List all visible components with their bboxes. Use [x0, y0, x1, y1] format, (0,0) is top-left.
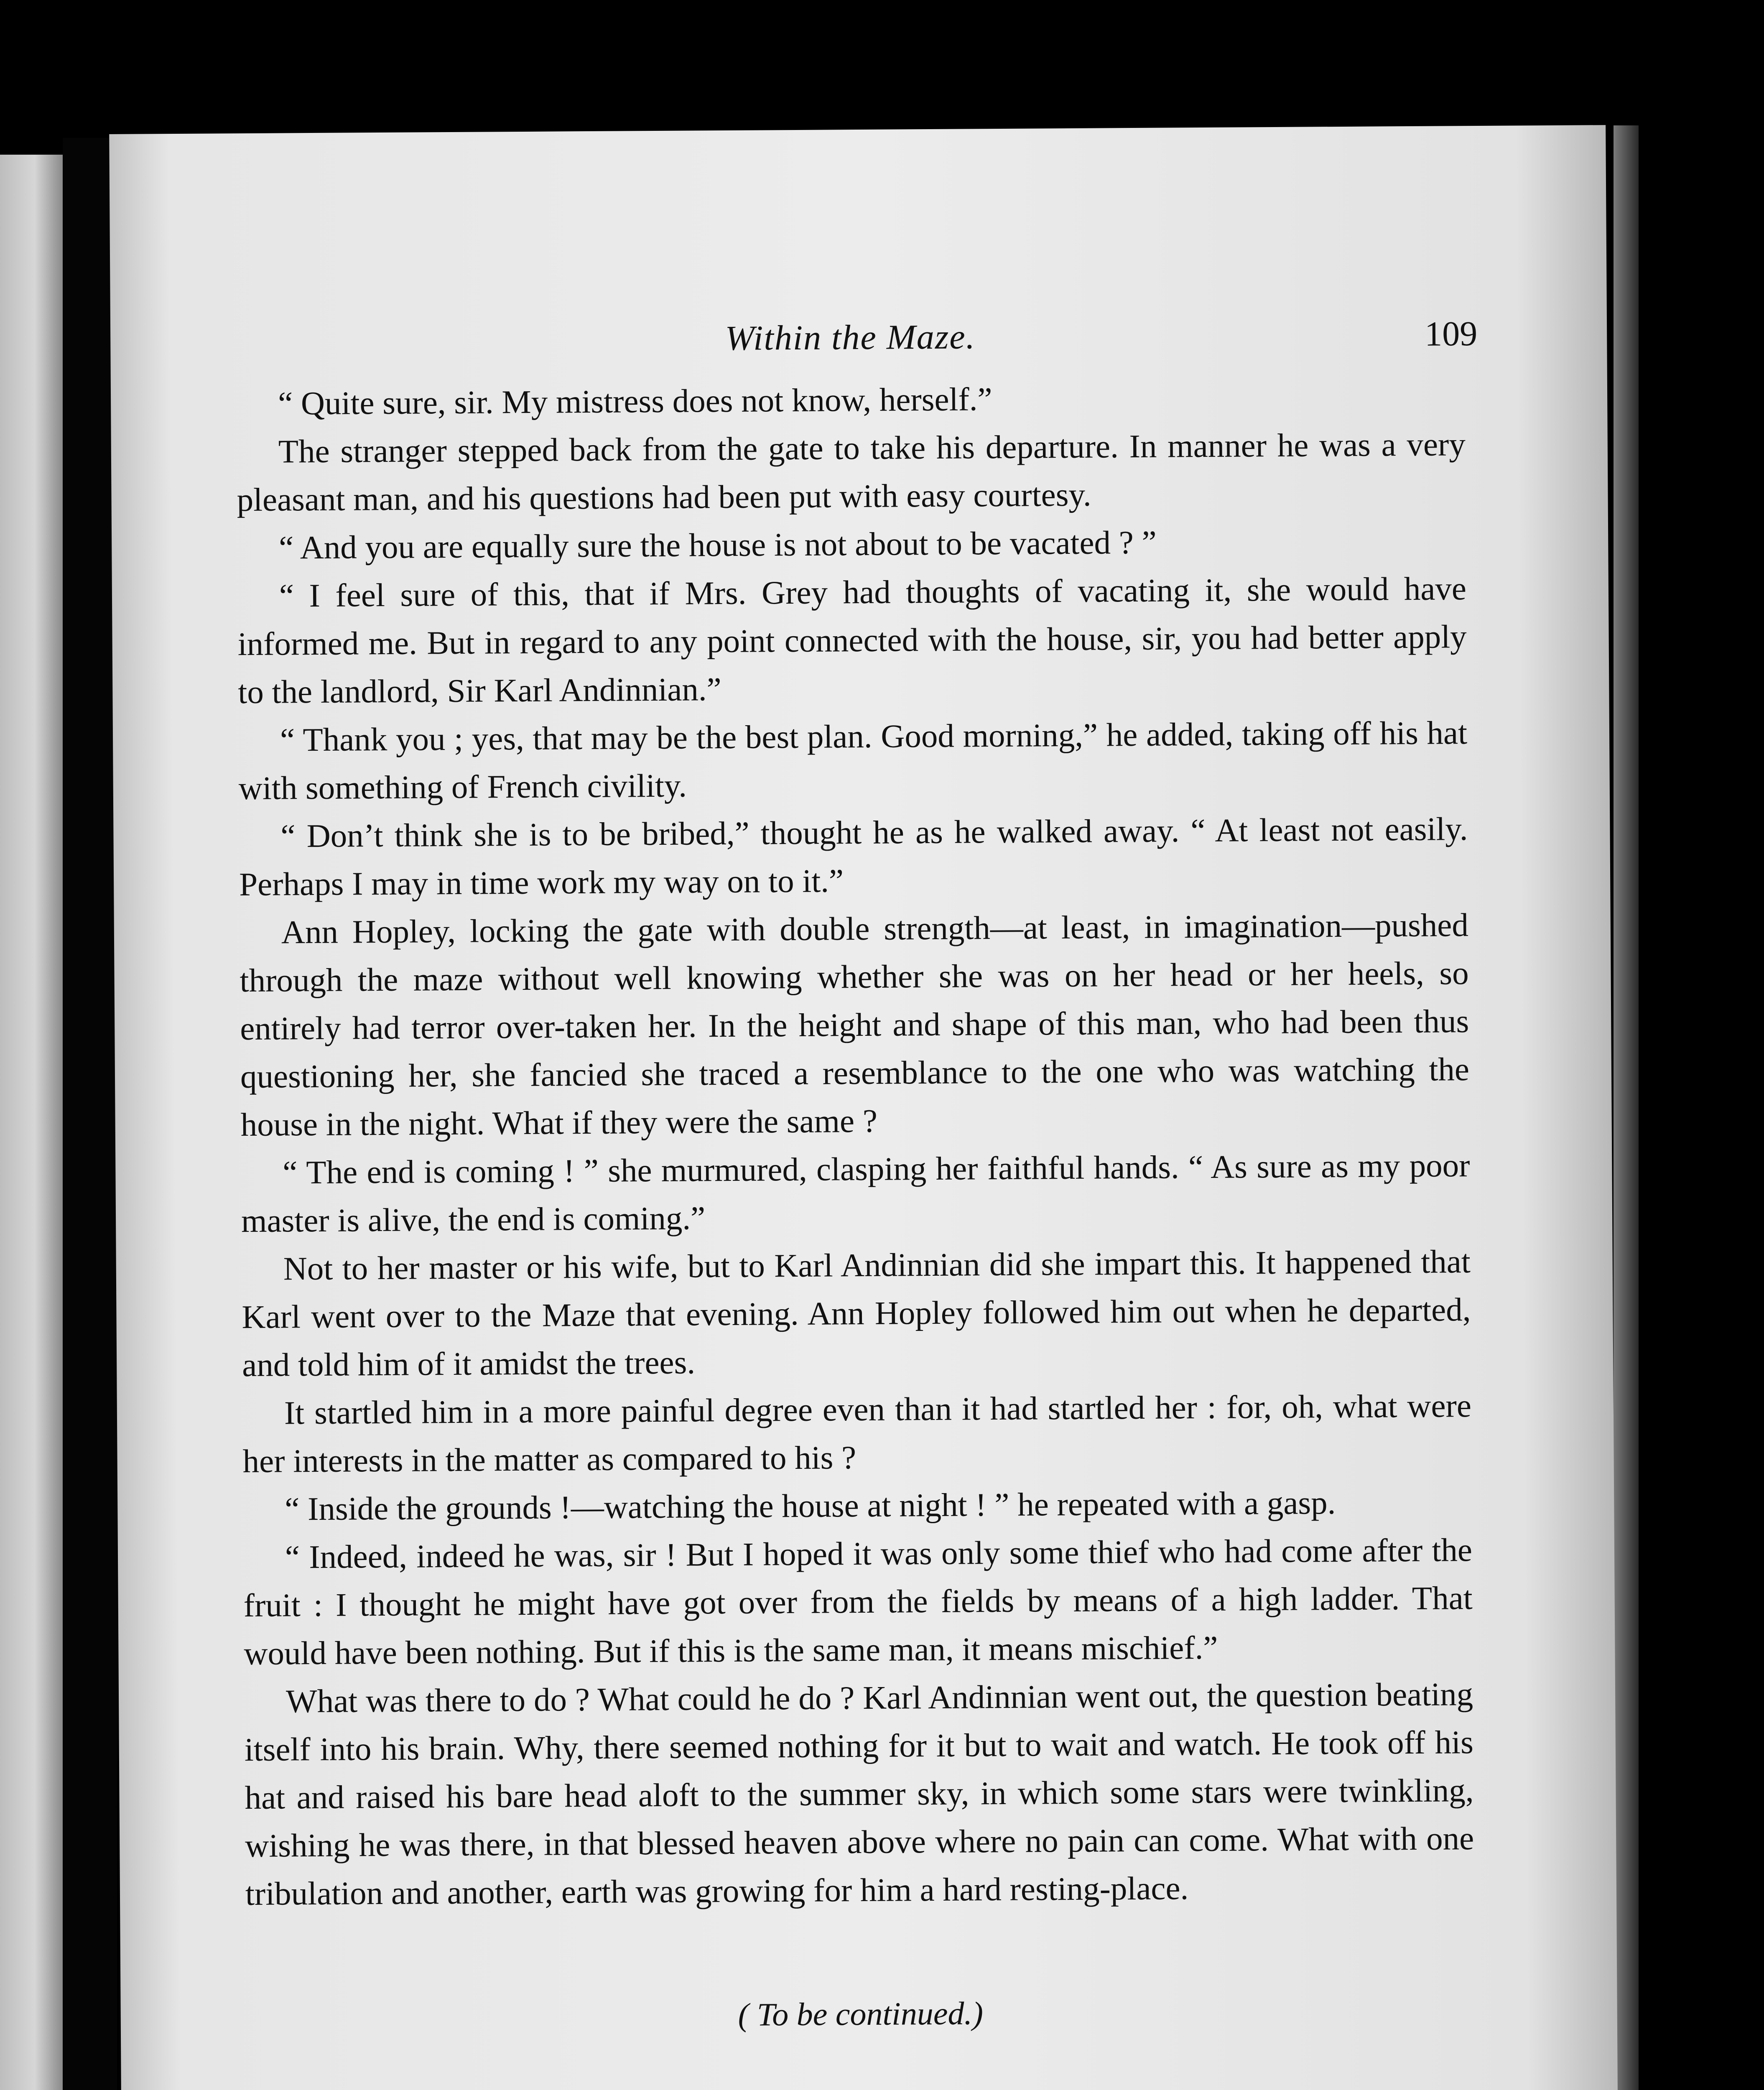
paragraph: The stranger stepped back from the gate to take his departure. In manner he was a very pleasant man, and his questions had been put with easy courtesy.	[237, 426, 1466, 519]
paragraph: It startled him in a more painful degree even than it had startled her : for, oh, what were her interests in the matter as compared to his ?	[242, 1388, 1472, 1480]
to-be-continued: ( To be continued.)	[738, 1995, 984, 2033]
paragraph: “ Thank you ; yes, that may be the best plan. Good morning,” he added, taking off his hat with something of French civility.	[238, 715, 1468, 807]
paragraph: Ann Hopley, locking the gate with double strength—at least, in imagination—pushed through the maze without well knowing whether she was on her head or her heels, so entirely had terror over-taken her. In the height and shape of this man, who had been thus questioning her, she fancied she traced a resemblance to the one who was watching the house in the night. What if they were the same ?	[240, 907, 1470, 1144]
paragraph: “ Quite sure, sir. My mistress does not know, herself.”	[278, 381, 992, 422]
paragraph: Not to her master or his wife, but to Karl Andinnian did she impart this. It happened that Karl went over to the Maze that evening. Ann Hopley followed him out when he departed, and told him of it amidst the trees.	[242, 1244, 1471, 1384]
paragraph: “ Indeed, indeed he was, sir ! But I hoped it was only some thief who had come after the fruit : I thought he might have got over from the fields by means of a high ladder. That would have been nothing. But if this is the same man, it means mischief.”	[243, 1532, 1473, 1672]
paragraph: “ Don’t think she is to be bribed,” thought he as he walked away. “ At least not easily. Perhaps I may in time work my way on to it.”	[239, 811, 1468, 903]
paragraph: “ The end is coming ! ” she murmured, clasping her faithful hands. “ As sure as my poor master is alive, the end is coming.”	[241, 1147, 1470, 1240]
page-text-block	[236, 310, 1478, 2042]
page-right-edge	[1614, 125, 1639, 2090]
paragraph: “ Inside the grounds !—watching the house at night ! ” he repeated with a gasp.	[285, 1485, 1336, 1528]
paragraph: “ And you are equally sure the house is not about to be vacated ? ”	[279, 524, 1157, 566]
paragraph: “ I feel sure of this, that if Mrs. Grey had thoughts of vacating it, she would have informed me. But in regard to any point connected with the house, sir, you had better apply to the landlord, Sir Karl Andinnian.”	[237, 571, 1467, 711]
running-head: Within the Maze.	[725, 317, 976, 358]
facing-page-edge	[0, 155, 63, 2090]
page-header	[236, 310, 1478, 372]
paragraph: What was there to do ? What could he do ? Karl Andinnian went out, the question beating itself into his brain. Why, there seemed nothing for it but to wait and watch. He took off his hat and raised his bare head aloft to the summer sky, in which some stars were twinkling, wishing he was there, in that blessed heaven above where no pain can come. What with one tribulation and another, earth was growing for him a hard resting-place.	[244, 1676, 1474, 1913]
book-page	[109, 125, 1621, 2090]
page-number: 109	[1424, 314, 1478, 354]
book-gutter	[63, 138, 117, 2090]
